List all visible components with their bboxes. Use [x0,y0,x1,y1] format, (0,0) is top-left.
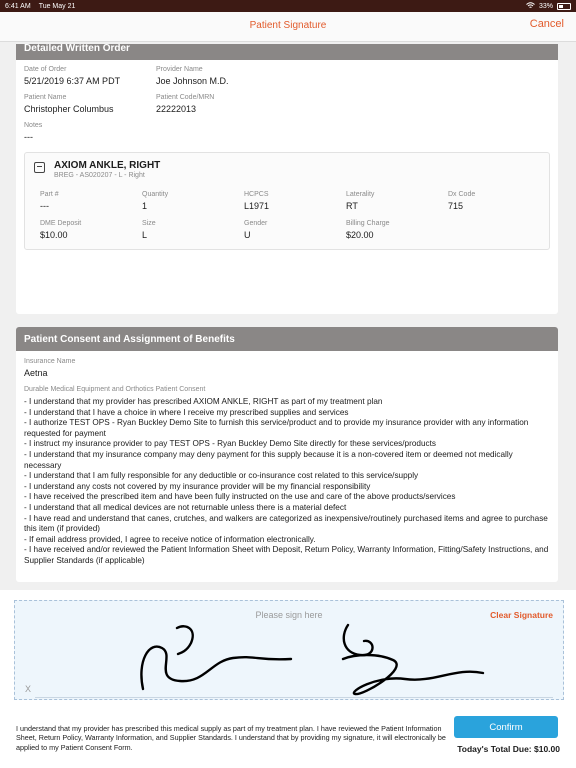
dx-code-field [448,191,475,211]
signature-disclaimer: I understand that my provider has prescribed this medical supply as part of my treatment plan. I have reviewed the Patient Information Sheet, Return Policy, Warranty Information, and Supplier Standards. I understand that by providing my signature, it will electronically be applied to my Patient Consent Form. [16,724,446,752]
consent-line: - If email address provided, I agree to receive notice of information electronically. [24,534,316,544]
consent-text [24,397,552,567]
patient-name-field [24,94,114,114]
signature-placeholder: Please sign here [255,610,323,620]
dme-deposit-field [40,220,81,240]
notes-field [24,122,42,142]
gender-field [244,220,267,240]
provider-value: Joe Johnson M.D. [156,76,229,86]
consent-card-header: Patient Consent and Assignment of Benefits [16,327,558,351]
part-field [40,191,59,211]
provider-field [156,66,229,86]
confirm-button[interactable]: Confirm [454,716,558,738]
order-date-value: 5/21/2019 6:37 AM PDT [24,76,121,86]
hcpcs-value: L1971 [244,201,270,211]
part-label: Part # [40,191,59,198]
patient-code-label: Patient Code/MRN [156,94,215,101]
quantity-value: 1 [142,201,148,211]
laterality-field [346,191,374,211]
insurance-value: Aetna [24,368,48,378]
consent-line: - I understand that I am fully responsible for any deductible or co-insurance cost related to this service/supply [24,471,419,481]
order-date-label: Date of Order [24,66,67,73]
battery-percent: 33% [538,2,553,10]
consent-line: - I have read and understand that canes, crutches, and walkers are categorized as inexpensive/routinely purchased items and agree to purchase this item (if provided) [24,513,548,534]
patient-name-label: Patient Name [24,94,67,101]
item-name: AXIOM ANKLE, RIGHT [54,160,161,171]
insurance-label: Insurance Name [24,358,76,365]
size-value: L [142,230,148,240]
total-due: Today's Total Due: $10.00 [457,744,560,754]
signature-line [35,697,553,698]
consent-line: - I understand any costs not covered by my insurance provider will be my financial responsibility [24,481,371,491]
laterality-value: RT [346,201,358,211]
dx-code-label: Dx Code [448,191,476,198]
consent-line: - I instruct my insurance provider to pay TEST OPS - Ryan Buckley Demo Site directly for these services/products [24,439,436,449]
patient-code-value: 22222013 [156,104,197,114]
battery-icon [557,3,571,10]
part-value: --- [40,201,49,211]
billing-charge-label: Billing Charge [346,220,390,227]
laterality-label: Laterality [346,191,375,198]
status-time: 6:41 AM [5,2,31,10]
consent-line: - I understand that I have a choice in where I receive my prescribed supplies and services [24,407,349,417]
dme-consent-label: Durable Medical Equipment and Orthotics Patient Consent [24,386,206,393]
navigation-bar [0,12,576,42]
status-bar [0,0,576,12]
size-field [142,220,156,240]
signature-x-mark: X [25,684,32,694]
consent-line: - I understand that my provider has prescribed AXIOM ANKLE, RIGHT as part of my treatment plan [24,397,383,406]
dme-deposit-value: $10.00 [40,230,68,240]
page-title: Patient Signature [249,20,327,31]
wifi-icon [526,2,535,11]
insurance-field [24,358,75,378]
notes-value: --- [24,132,33,142]
status-date: Tue May 21 [38,2,76,10]
consent-line: - I have received the prescribed item and have been fully instructed on the use and care of the above products/services [24,492,456,502]
signature-pad[interactable] [14,600,564,700]
billing-charge-value: $20.00 [346,230,374,240]
order-date-field [24,66,120,86]
consent-card [16,327,558,582]
consent-line: - I understand that my insurance company may deny payment for this supply because it is a non-covered item or deemed not medically necessary [24,449,513,470]
consent-line: - I authorize TEST OPS - Ryan Buckley Demo Site to furnish this service/product and to provide my insurance provider with any information requested for payment [24,418,529,438]
gender-value: U [244,230,251,240]
order-card [16,44,558,314]
quantity-field [142,191,168,211]
dme-consent-label-wrap [24,386,205,393]
box-icon [34,162,45,173]
gender-label: Gender [244,220,268,227]
signature-panel [0,590,576,768]
signature-stroke [15,601,565,701]
item-subtitle: BREG - AS020207 - L - Right [54,172,145,179]
hcpcs-label: HCPCS [244,191,269,198]
order-card-header: Detailed Written Order [16,44,558,60]
patient-code-field [156,94,214,114]
consent-line: - I have received and/or reviewed the Patient Information Sheet with Deposit, Return Policy, Warranty Information, Fitting/Safety Instructions, and Supplier Standards (if applicable) [24,545,549,565]
consent-line: - I understand that all medical devices are not returnable unless there is a material defect [24,502,347,512]
cancel-button[interactable]: Cancel [529,18,564,30]
provider-label: Provider Name [156,66,203,73]
patient-name-value: Christopher Columbus [24,104,114,114]
quantity-label: Quantity [142,191,169,198]
notes-label: Notes [24,122,43,129]
size-label: Size [142,220,156,227]
hcpcs-field [244,191,269,211]
dx-code-value: 715 [448,201,464,211]
order-item [24,152,550,250]
dme-deposit-label: DME Deposit [40,220,82,227]
clear-signature-button[interactable]: Clear Signature [490,610,553,620]
billing-charge-field [346,220,390,240]
